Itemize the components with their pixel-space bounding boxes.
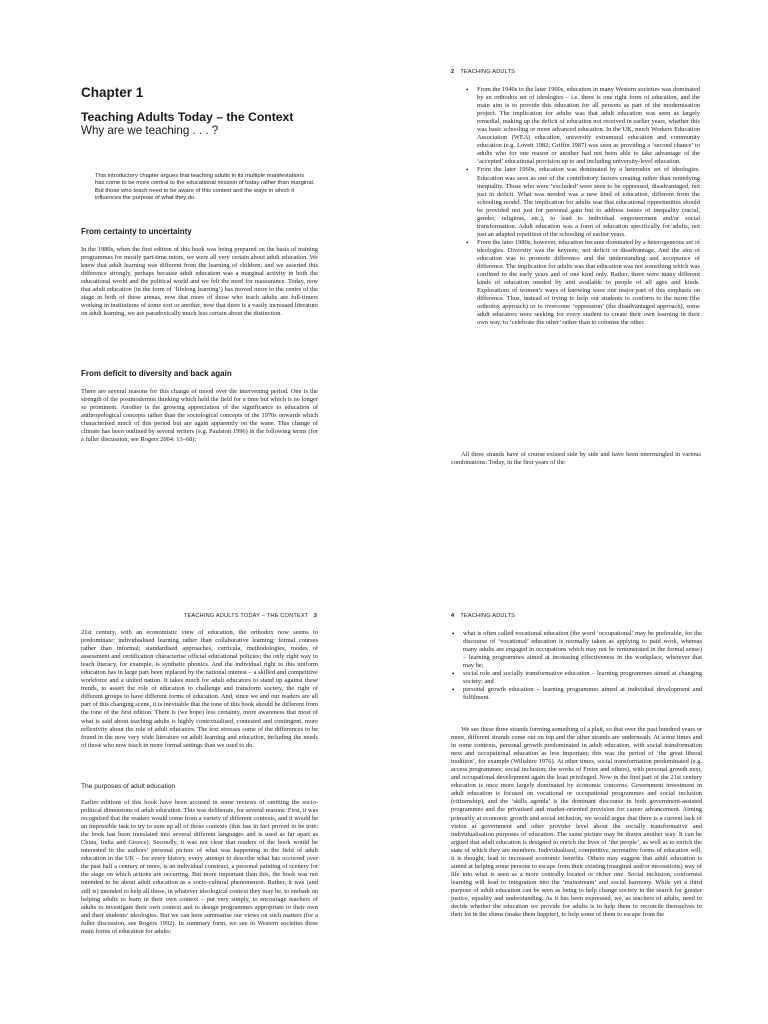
- running-head-text: TEACHING ADULTS: [460, 69, 516, 75]
- list-item: • From the later 1980s, however, education became dominated by a heterogeneous set of ideologies. Diversity was the keynote, not deficit or disadvantage. And the aim of education was to promote difference and the understanding and acceptance of difference. The implication for adults was that education was not something which was confined to the early years and of one kind only. Rather, there were many different kinds of education needed by and available to people of all ages and kinds. Explorations of women’s ways of knowing were one major part of this emphasis on difference. Thus, instead of trying to help our students to conform to the norm (the orthodox approach) or to overcome ‘oppression’ (the disadvantaged approach), some adult educators were seeking for every student to create their own learning in their own way, to ‘celebrate the other’ rather than to colonise the other.: [463, 239, 700, 328]
- running-head: [451, 613, 515, 619]
- page-2: [384, 0, 768, 512]
- section-heading-purposes: The purposes of adult education: [81, 783, 176, 790]
- page-number: 4: [451, 613, 455, 619]
- list-item: • what is often called vocational education (the word ‘occupational’ may be preferable, for the discourse of ‘vocational’ education is normally taken as applying to paid work, whereas many adults are engaged in occupations which may not be remunerated in the formal sense) – learning programmes aimed at increasing effectiveness in the workplace, wherever that may be;: [449, 630, 702, 670]
- list-item: • From the later 1960s, education was dominated by a heterodox set of ideologies. Education was seen as one of the contributory factors creating rather than remedying inequality. Those who were ‘excluded’ were seen to be oppressed, disadvantaged, not just in deficit. What was needed was a new kind of education, different from the schooling model. The implication for adults was that educational opportunities should be provided not just for personal gain but to address issues of inequality (racial, gender, religious, etc.), to lead to individual empowerment and/or social transformation. Adult education was a form of education specifically for adults, not just an adapted repetition of the schooling of earlier years.: [463, 166, 700, 238]
- chapter-subtitle: Why are we teaching . . . ?: [81, 124, 219, 137]
- body-paragraph: We see these three strands forming something of a plait, so that over the past hundred years or more, different strands come out on top and the other strands are underneath. At some times and in some contexts, personal growth predominated in adult education, with social transformation next and occupational education as less important; this was the period of ‘the great liberal tradition’, for example (Wiltshire 1976). At other times, social transformation predominated (e.g. access programmes; social inclusion; the works of Freire and others), with personal growth next, and occupational development again the least privileged. Now in the first part of the 21st century education is once more largely dominated by economic concerns. Government investment in adult education is focused on vocational or occupational programmes and social inclusion (citizenship), and the ‘skills agenda’ is the dominant discourse in both government-assisted programmes and the privatised and market-oriented provision for career advancement. Aiming primarily at economic growth and social inclusion, we would argue that there is a current lack of vision at government and other provider level about the socially transformative and individualisation purposes of education. The same picture may be drawn another way. It can be argued that adult education is designed to enrich the lives of ‘the people’, as well as to enrich the state of which they are members. Individualised, competitive, normative forms of education will, it is thought, lead to increased economic benefits. Others may suggest that adult education is aimed at helping some persons to escape from their existing (marginal and/or necessitous) way of life into what is seen as a more centrally located or richer one. Social inclusion, conformist learning will lead to integration into the ‘mainstream’ and social harmony. While yet a third purpose of adult education can be seen as being to help change society in the search for greater justice, equality and understanding. As it has been expressed, we, as teachers of adults, need to decide whether the education we provide for adults is to help them to reconcile themselves to their lot in the slums (make them happier), to help some of them to escape from the: [451, 726, 702, 919]
- body-paragraph: There are several reasons for this change of mood over the intervening period. One is the strength of the postmodernist thinking which held the field for a time but which is no longer so prominent. Another is the growing appreciation of the significance to education of anthropological concepts rather than the sociological concepts of the 1970s onwards which characterised much of this period but are again apparently on the wane. This change of climate has been outlined by several writers (e.g. Paulston 1996) in the following terms (for a fuller discussion, see Rogers 2004: 13–68):: [81, 388, 318, 444]
- page-number: 2: [451, 69, 455, 75]
- bullet-list: [463, 86, 700, 327]
- running-head: [184, 613, 317, 619]
- body-paragraph: In the 1980s, when the first edition of this book was being prepared on the basis of training programmes for mostly part-time tutors, we were all very certain about adult education. We knew that adult learning was different from the learning of children; and we asserted this difference strongly, perhaps because adult education was a marginal activity in both the educational world and the political world and we felt the need for reassurance. Today, now that adult education (in the form of ‘lifelong learning’) has moved more to the centre of the stage in both of these arenas, now that more of those who teach adults are full-timers working in institutions of some sort or another, now that there is a vastly increased literature on adult learning, we are paradoxically much less certain about the distinction.: [81, 246, 318, 318]
- bullet-list: [449, 630, 702, 702]
- body-paragraph: All three strands have of course existed side by side and have been intermingled in various combinations. Today, in the first years of the: [451, 451, 701, 467]
- page-3: [0, 512, 384, 1024]
- running-head-text: TEACHING ADULTS: [460, 613, 516, 619]
- chapter-title: Teaching Adults Today – the Context: [81, 110, 294, 124]
- running-head: [451, 69, 515, 75]
- section-heading-deficit: From deficit to diversity and back again: [81, 369, 232, 378]
- list-item: • social role and socially transformative education – learning programmes aimed at changing society; and: [449, 670, 702, 686]
- list-item: • personal growth education – learning programmes aimed at individual development and fulfilment.: [449, 686, 702, 702]
- chapter-label: Chapter 1: [81, 85, 144, 100]
- page-number: 3: [313, 613, 317, 619]
- body-paragraph: 21st century, with an economistic view of education, the orthodox now seems to predominate: individualised learning rather than collaborative learning; formal courses rather than informal; standardised approaches, curricula, methodologies, modes of assessment and certification characterise official educational policies; the only right way to teach literacy, for example, is synthetic phonics. And the individual right to this uniform education has in large part been replaced by the national interest – a skilled and competitive workforce and a united nation. It takes much for adult educators to stand up against these trends, to assert the role of education to challenge and transform society, the right of different groups to have different forms of education. And, since we and our readers are all part of this changing scene, it is inevitable that the tone of this book should be different from the tone of the first edition. There is (we hope) less certainty, more awareness that most of what is said about teaching adults is highly contextualised, contested and contingent, more reflexivity about the role of adult educators. The text stresses some of the differences to be found in the now very wide literature on adult learning and education, including the needs of those who now teach in more formal settings than we used to do.: [81, 629, 318, 749]
- chapter-abstract: This introductory chapter argues that teaching adults in its multiple manifestations has come to be more central to the educational mission of today rather than marginal. But those who teach need to be aware of this context and the ways in which it influences the purpose of what they do.: [95, 172, 315, 202]
- body-paragraph: Earlier editions of this book have been accused in some reviews of omitting the socio-political dimensions of adult education. This was deliberate, for several reasons. First, it was recognised that the readers would come from a variety of different contexts, and it would be an impossible task to try to sum up all of those contexts (this has in fact proved to be true; the book has been translated into several different languages and is used as far apart as China, India and Greece). Secondly, it was not clear that readers of the book would be interested in the authors’ personal picture of what was happening in the field of adult education in the UK – for every history, every attempt to describe what has occurred over the past half a century or more, is an individual construct, a personal painting of scenery for the stage on which actions are occurring. But more important than this, the book was not intended to be about adult education as a socio-cultural phenomenon. Rather, it was (and still is) intended to help all those, in whatever ideological context they may be, to embark on helping adults to learn in their own context – put very simply, to encourage teachers of adults to investigate their own context and to design programmes appropriate to their own and their students’ ideologies. But we can here summarise our views on such matters (for a fuller discussion, see Rogers 1992). In summary form, we see in Western societies three main forms of education for adults:: [81, 799, 318, 935]
- section-heading-certainty: From certainty to uncertainty: [81, 227, 192, 236]
- page-1: [0, 0, 384, 512]
- list-item: • From the 1940s to the later 1960s, education in many Western societies was dominated by an orthodox set of ideologies – i.e. there is one right form of education, and the main aim is to provide this education for all persons as part of the modernisation project. The implication for adults was that adult education was seen as largely remedial, making up the deficit of education not received in earlier years, whether this was basic schooling or more advanced education. In the UK, much Workers Education Association (WEA) education, university extramural education and community education (e.g. Lovett 1982; Griffin 1987) was seen as providing a ‘second chance’ to adults who for one reason or another had not been able to take advantage of the ‘accepted’ educational provision up to and including university-level education.: [463, 86, 700, 166]
- running-head-text: TEACHING ADULTS TODAY – THE CONTEXT: [183, 613, 309, 619]
- page-4: [384, 512, 768, 1024]
